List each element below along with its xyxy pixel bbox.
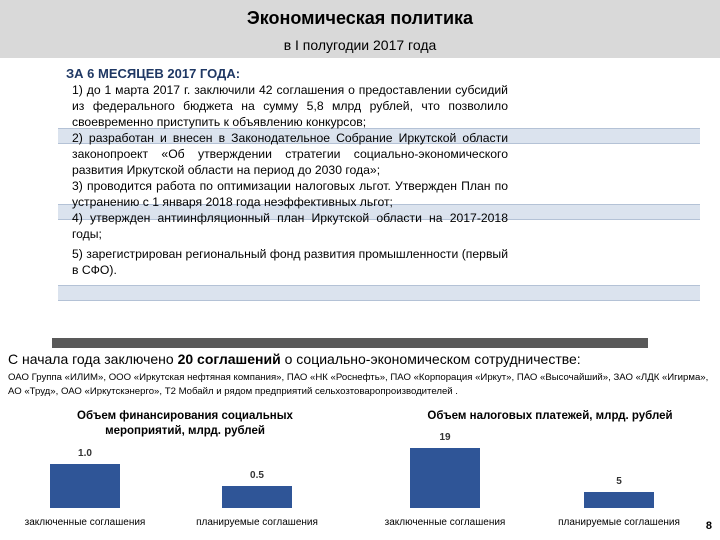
list-item: 5) зарегистрирован региональный фонд развития промышленности (первый в СФО). bbox=[72, 247, 508, 277]
chart-category-label: планируемые соглашения bbox=[558, 517, 680, 528]
decorative-stripe bbox=[58, 285, 700, 301]
chart-bar bbox=[584, 492, 654, 508]
chart-category-label: заключенные соглашения bbox=[24, 517, 146, 528]
chart-value-label: 19 bbox=[439, 432, 451, 443]
section-label: ЗА 6 МЕСЯЦЕВ 2017 ГОДА: bbox=[66, 66, 241, 81]
page-number: 8 bbox=[705, 520, 712, 532]
list-item: 3) проводится работа по оптимизации налоговых льгот. Утвержден План по устранению с 1 января 2018 года неэффективных льгот; bbox=[72, 179, 508, 209]
list-item: 1) до 1 марта 2017 г. заключили 42 соглашения о предоставлении субсидий из федерального бюджета на сумму 5,8 млрд рублей, что позволило своевременно приступить к объявлению конкурсов; bbox=[72, 83, 508, 129]
chart-value-label: 5 bbox=[616, 476, 622, 488]
slide-title: Экономическая политика bbox=[246, 8, 474, 28]
achievements-list bbox=[72, 82, 508, 278]
agreements-count: 20 соглашений bbox=[177, 351, 281, 367]
list-item: 4) утвержден антиинфляционный план Иркутской области на 2017-2018 годы; bbox=[72, 211, 508, 241]
header-divider bbox=[0, 58, 720, 60]
agreements-line bbox=[8, 351, 581, 367]
agreements-prefix: С начала года заключено bbox=[8, 351, 178, 367]
slide-header bbox=[0, 0, 720, 58]
chart-title: Объем налоговых платежей, млрд. рублей bbox=[427, 410, 673, 422]
list-item: 2) разработан и внесен в Законодательное Собрание Иркутской области законопроект «Об утверждении стратегии социально-экономического развития Иркутской области на период до 2030 года»; bbox=[72, 131, 508, 177]
chart-bar bbox=[222, 486, 292, 508]
agreements-suffix: о социально-экономическом сотрудничестве: bbox=[280, 351, 581, 367]
chart-category-label: планируемые соглашения bbox=[196, 517, 318, 528]
chart-category-label: заключенные соглашения bbox=[384, 517, 506, 528]
slide-subtitle: в I полугодии 2017 года bbox=[283, 37, 437, 53]
chart-bar bbox=[410, 448, 480, 508]
decorative-panel bbox=[52, 338, 648, 348]
chart-title: Объем финансирования социальных мероприятий, млрд. рублей bbox=[77, 410, 293, 437]
chart-value-label: 1.0 bbox=[78, 448, 92, 459]
companies-list: ОАО Группа «ИЛИМ», ООО «Иркутская нефтяная компания», ПАО «НК «Роснефть», ПАО «Корпорация «Иркут», ПАО «Высочайший», ЗАО «ЛДК «Игирма», АО «Труд», ОАО «Иркутскэнерго», Т2 Мобайл и рядом предприятий сельхозтоваропроизводителей . bbox=[8, 372, 709, 397]
chart-bar bbox=[50, 464, 120, 508]
chart-value-label: 0.5 bbox=[250, 470, 264, 481]
